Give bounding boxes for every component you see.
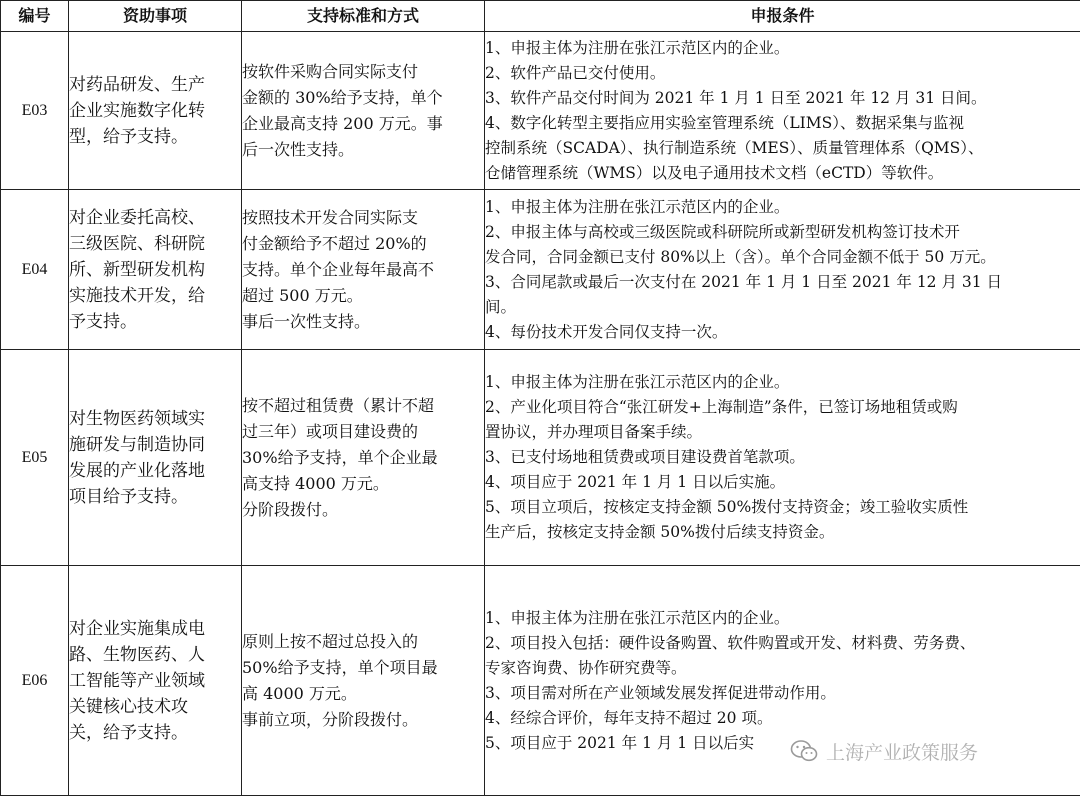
condition-line: 4、数字化转型主要指应用实验室管理系统（LIMS）、数据采集与监视 [485, 113, 965, 132]
standard-line: 过三年）或项目建设费的 [242, 421, 419, 441]
watermark-text: 上海产业政策服务 [826, 741, 979, 764]
row-conditions [485, 32, 1080, 190]
standard-line: 按不超过租赁费（累计不超 [242, 395, 435, 415]
standard-line: 30%给予支持，单个企业最 [242, 447, 438, 467]
standard-line: 高 4000 万元。 [242, 683, 357, 703]
header-item: 资助事项 [69, 1, 242, 32]
item-line: 三级医院、科研院 [69, 233, 205, 254]
row-conditions [485, 190, 1080, 350]
standard-line: 企业最高支持 200 万元。事 [242, 113, 443, 133]
row-item [69, 350, 242, 566]
item-line: 施研发与制造协同 [69, 434, 205, 455]
condition-line: 1、申报主体为注册在张江示范区内的企业。 [485, 373, 790, 391]
table-row [1, 32, 1080, 190]
standard-line: 50%给予支持，单个项目最 [242, 657, 438, 677]
header-row [1, 1, 1080, 32]
row-standard [242, 190, 485, 350]
item-line: 工智能等产业领域 [69, 670, 205, 691]
standard-line: 超过 500 万元。 [242, 285, 363, 305]
standard-line: 原则上按不超过总投入的 [242, 631, 419, 651]
condition-line: 5、项目应于 2021 年 1 月 1 日以后实 [485, 733, 755, 752]
condition-line: 生产后，按核定支持金额 50%拨付后续支持资金。 [485, 523, 835, 541]
standard-line: 高支持 4000 万元。 [242, 473, 389, 493]
row-item [69, 190, 242, 350]
condition-line: 2、软件产品已交付使用。 [485, 63, 666, 82]
row-code: E04 [1, 190, 69, 350]
condition-line: 3、合同尾款或最后一次支付在 2021 年 1 月 1 日至 2021 年 12 月 31 日 [485, 272, 1003, 291]
condition-line: 5、项目立项后，按核定支持金额 50%拨付支持资金；竣工验收实质性 [485, 498, 969, 516]
header-code: 编号 [1, 1, 69, 32]
item-line: 予支持。 [69, 311, 137, 332]
standard-line: 支持。单个企业每年最高不 [242, 259, 435, 279]
condition-line: 置协议，并办理项目备案手续。 [485, 423, 703, 441]
condition-line: 1、申报主体为注册在张江示范区内的企业。 [485, 38, 790, 57]
condition-line: 1、申报主体为注册在张江示范区内的企业。 [485, 608, 790, 627]
item-line: 企业实施数字化转 [69, 100, 205, 121]
item-line: 对企业委托高校、 [69, 207, 205, 228]
row-item [69, 566, 242, 796]
item-line: 路、生物医药、人 [69, 644, 205, 665]
item-line: 项目给予支持。 [69, 486, 188, 507]
standard-line: 金额的 30%给予支持，单个 [242, 87, 443, 107]
row-standard [242, 350, 485, 566]
condition-line: 间。 [485, 297, 517, 316]
condition-line: 1、申报主体为注册在张江示范区内的企业。 [485, 197, 790, 216]
row-code: E03 [1, 32, 69, 190]
header-conditions: 申报条件 [485, 1, 1080, 32]
row-standard [242, 32, 485, 190]
standard-line: 按照技术开发合同实际支 [242, 207, 419, 227]
condition-line: 3、项目需对所在产业领域发展发挥促进带动作用。 [485, 683, 836, 702]
item-line: 发展的产业化落地 [69, 460, 205, 481]
standard-line: 事前立项，分阶段拨付。 [242, 709, 419, 729]
item-line: 对药品研发、生产 [69, 74, 205, 95]
table-row [1, 350, 1080, 566]
row-item [69, 32, 242, 190]
row-code: E06 [1, 566, 69, 796]
standard-line: 分阶段拨付。 [242, 499, 339, 519]
item-line: 关，给予支持。 [69, 722, 188, 743]
row-conditions [485, 566, 1080, 796]
condition-line: 发合同，合同金额已支付 80%以上（含）。单个合同金额不低于 50 万元。 [485, 247, 996, 266]
condition-line: 2、项目投入包括：硬件设备购置、软件购置或开发、材料费、劳务费、 [485, 633, 976, 652]
table-row [1, 190, 1080, 350]
item-line: 所、新型研发机构 [69, 259, 205, 280]
row-conditions [485, 350, 1080, 566]
item-line: 对企业实施集成电 [69, 618, 205, 639]
item-line: 型，给予支持。 [69, 126, 188, 147]
condition-line: 2、申报主体与高校或三级医院或科研院所或新型研发机构签订技术开 [485, 222, 960, 241]
table-row [1, 566, 1080, 796]
condition-line: 4、经综合评价，每年支持不超过 20 项。 [485, 708, 773, 727]
item-line: 对生物医药领域实 [69, 408, 205, 429]
condition-line: 3、软件产品交付时间为 2021 年 1 月 1 日至 2021 年 12 月 31 日间。 [485, 88, 987, 107]
condition-line: 控制系统（SCADA）、执行制造系统（MES）、质量管理体系（QMS）、 [485, 138, 984, 157]
row-standard [242, 566, 485, 796]
item-line: 关键核心技术攻 [69, 696, 188, 717]
standard-line: 后一次性支持。 [242, 139, 355, 159]
row-code: E05 [1, 350, 69, 566]
header-standard: 支持标准和方式 [242, 1, 485, 32]
condition-line: 3、已支付场地租赁费或项目建设费首笔款项。 [485, 448, 805, 466]
standard-line: 付金额给予不超过 20%的 [242, 233, 427, 253]
condition-line: 2、产业化项目符合“张江研发+上海制造”条件，已签订场地租赁或购 [485, 398, 958, 416]
condition-line: 仓储管理系统（WMS）以及电子通用技术文档（eCTD）等软件。 [485, 163, 944, 182]
standard-line: 按软件采购合同实际支付 [242, 61, 419, 81]
condition-line: 4、项目应于 2021 年 1 月 1 日以后实施。 [485, 473, 786, 491]
condition-line: 4、每份技术开发合同仅支持一次。 [485, 322, 728, 341]
condition-line: 专家咨询费、协作研究费等。 [485, 658, 687, 677]
item-line: 实施技术开发，给 [69, 285, 205, 306]
standard-line: 事后一次性支持。 [242, 311, 371, 331]
